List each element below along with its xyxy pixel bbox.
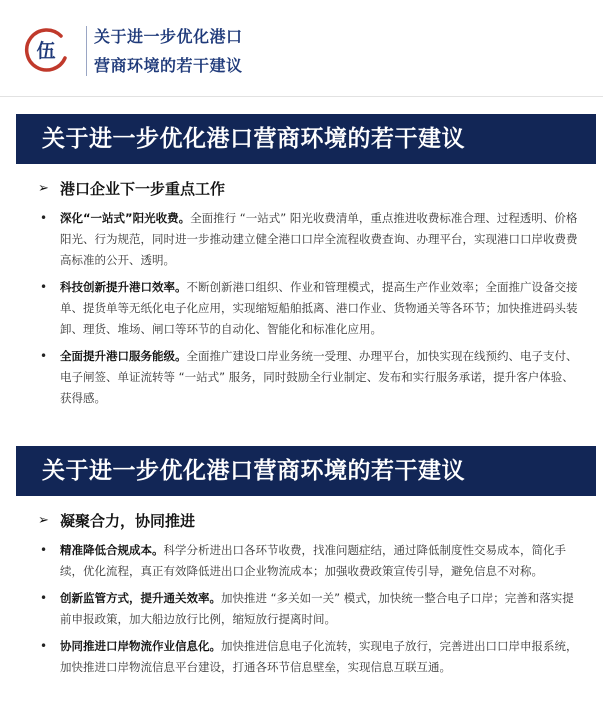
arrow-icon: ➢ [38,512,49,528]
item-list [38,540,596,678]
item-text: 不断创新港口组织、作业和管理模式，提高生产作业效率；全面推广设备交接单、提货单等无纸化电子化应用，实现缩短船舶抵离、港口作业、货物通关等各环节；加快推进码头装卸、理货、堆场、闸口等环节的自动化、智能化和标准化应用。 [60,280,578,336]
item-lead: 协同推进口岸物流作业信息化。 [60,639,221,653]
header-divider [86,26,87,76]
list-item [38,208,580,271]
header-title-line1: 关于进一步优化港口 [94,27,243,46]
item-lead: 科技创新提升港口效率。 [60,280,187,294]
item-list [38,208,596,409]
item-lead: 精准降低合规成本。 [60,543,164,557]
section-subheading [38,510,596,530]
bullet-icon: • [40,543,48,557]
bullet-icon: • [40,349,48,363]
list-item [38,346,580,409]
bullet-icon: • [40,591,48,605]
item-text: 科学分析进出口各环节收费，找准问题症结，通过降低制度性交易成本，简化手续，优化流程，真正有效降低进出口企业物流成本；加强收费政策宣传引导，避免信息不对称。 [60,543,566,578]
bullet-icon: • [40,211,48,225]
section-banner: 关于进一步优化港口营商环境的若干建议 [16,446,596,496]
bullet-icon: • [40,639,48,653]
item-lead: 创新监管方式，提升通关效率。 [60,591,221,605]
bullet-icon: • [40,280,48,294]
list-item [38,540,580,582]
logo-character: 伍 [36,40,56,62]
section-coordination [16,446,596,684]
item-text: 加快推进 “多关如一关” 模式，加快统一整合电子口岸；完善和落实提前申报政策，加大船边放行比例，缩短放行提离时间。 [60,591,574,626]
item-text: 全面推行 “一站式” 阳光收费清单，重点推进收费标准合理、过程透明、价格阳光、行为规范，同时进一步推动建立健全港口口岸全流程收费查询、办理平台，实现港口口岸收费费高标准的公开、透明。 [60,211,578,267]
item-text: 全面推广建设口岸业务统一受理、办理平台，加快实现在线预约、电子支付、电子闸签、单证流转等 “一站式” 服务，同时鼓励全行业制定、发布和实行服务承诺，提升客户体验、获得感。 [60,349,578,405]
header-title-line2: 营商环境的若干建议 [94,56,243,75]
list-item [38,588,580,630]
subheading-text: 港口企业下一步重点工作 [60,179,226,198]
item-lead: 深化“一站式”阳光收费。 [60,211,191,225]
logo [23,28,69,74]
section-banner: 关于进一步优化港口营商环境的若干建议 [16,114,596,164]
item-lead: 全面提升港口服务能级。 [60,349,187,363]
list-item [38,636,580,678]
header-rule [0,96,603,97]
section-key-tasks [16,114,596,415]
section-subheading [38,178,596,198]
list-item [38,277,580,340]
arrow-icon: ➢ [38,180,49,196]
page-header [0,0,603,96]
subheading-text: 凝聚合力，协同推进 [60,511,196,530]
item-text: 加快推进信息电子化流转，实现电子放行，完善进出口口岸申报系统，加快推进口岸物流信息平台建设，打通各环节信息壁垒，实现信息互联互通。 [60,639,578,674]
